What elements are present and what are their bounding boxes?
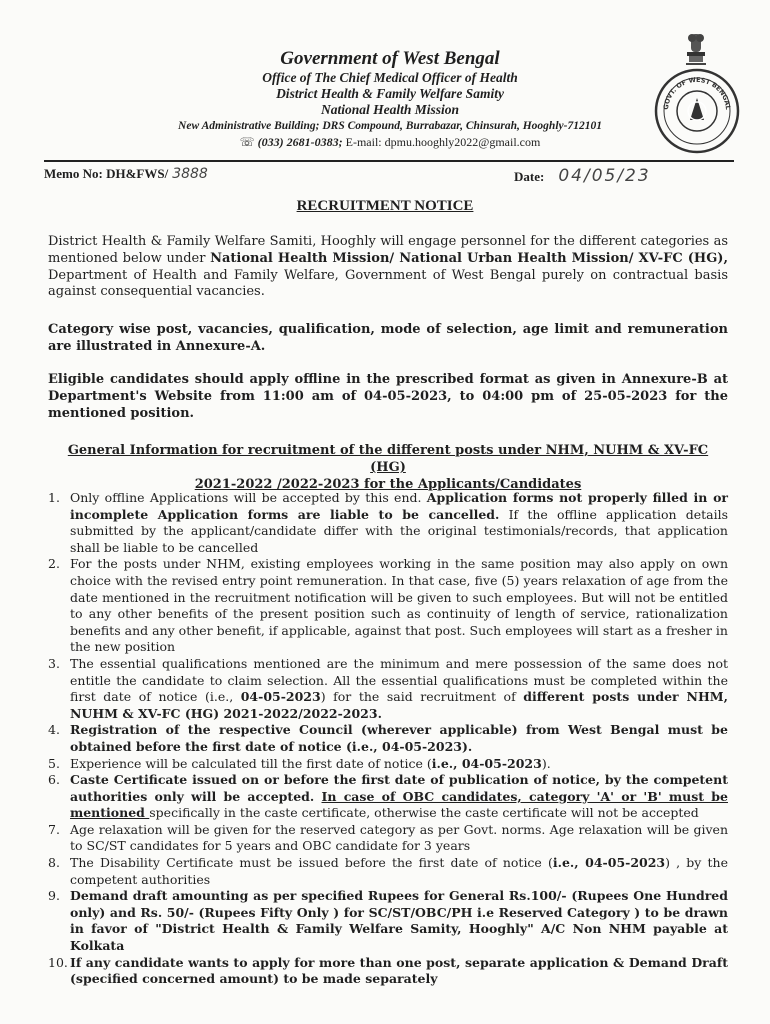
page-title: RECRUITMENT NOTICE [296, 198, 474, 214]
letterhead [0, 0, 770, 160]
date-handwritten: 04/05/23 [558, 166, 651, 186]
item-number: 1. [48, 490, 60, 505]
item-bold-text: 04-05-2023 [240, 689, 321, 705]
item-text: Experience will be calculated till the first date of notice ( [70, 755, 432, 771]
list-item [48, 556, 728, 656]
list-item [48, 888, 728, 954]
item-text: Age relaxation will be given for the reserved category as per Govt. norms. Age relaxation will be given to SC/ST candidates for 5 years and OBC candidate for 3 years [70, 821, 728, 854]
item-number: 3. [48, 655, 60, 671]
memo-date [514, 166, 651, 186]
list-item [48, 822, 728, 855]
application-window-paragraph: Eligible candidates should apply offline in the prescribed format as given in Annexure-B at Department's Website from 11:00 am of 04-05-2023, to 04:00 pm of 25-05-2023 for the mentioned position. [48, 372, 728, 421]
item-text: ). [541, 755, 551, 771]
item-number: 9. [48, 888, 60, 904]
intro-text: District Health & Family Welfare Samiti, Hooghly will engage personnel for the different categories as mentioned below under [48, 234, 728, 266]
item-underlined-text: In case of OBC candidates, category 'A' or 'B' must be mentioned [70, 788, 728, 821]
memo-number [44, 166, 208, 182]
government-name: Government of West Bengal [280, 48, 500, 69]
item-bold-text: Demand draft amounting as per specified Rupees for General Rs.100/- (Rupees One Hundred only) and Rs. 50/- (Rupees Fifty Only ) for SC/ST/OBC/PH i.e Reserved Category ) to be drawn in favor of "District Health & Family Welfare Samity, Hooghly" A/C Non NHM payable at Kolkata [70, 888, 728, 954]
seal-text: GOVT. OF WEST BENGAL [661, 75, 733, 111]
list-item [48, 490, 728, 556]
item-text: For the posts under NHM, existing employees working in the same position may also apply on own choice with the revised entry point remuneration. In that case, five (5) years relaxation of age from the date mentioned in the recruitment notification will be given to such employees. But will not be entitled to any other benefits of the present position such as continuity of length of service, rationalization benefits and any other benefit, if applicable, against that post. Such employees will start as a fresher in the new position [70, 556, 728, 655]
item-text: If the offline application details submitted by the applicant/candidate differ with the original testimonials/records, that application shall be liable to be cancelled [70, 506, 728, 555]
office-address: New Administrative Building; DRS Compound, Burrabazar, Chinsurah, Hooghly-712101 [178, 120, 602, 132]
general-info-list [48, 490, 728, 988]
letterhead-text [120, 48, 660, 150]
item-text: ) for the said recruitment of [320, 689, 524, 705]
item-text: The Disability Certificate must be issued before the first date of notice ( [70, 855, 553, 871]
item-bold-text: If any candidate wants to apply for more than one post, separate application & Demand Draft (specified concerned amount) to be made separately [70, 954, 728, 987]
general-info-line-1: General Information for recruitment of the different posts under NHM, NUHM & XV-FC (HG) [67, 443, 709, 475]
item-number: 8. [48, 855, 60, 871]
item-number: 5. [48, 755, 60, 771]
general-info-heading [48, 442, 728, 493]
samity-name: District Health & Family Welfare Samity [276, 86, 504, 101]
item-text: ) , by the competent authorities [70, 855, 728, 887]
item-number: 10. [48, 954, 68, 970]
list-item [48, 772, 728, 822]
list-item [48, 756, 728, 773]
list-item [48, 955, 728, 988]
annexure-a-paragraph: Category wise post, vacancies, qualification, mode of selection, age limit and remuneration are illustrated in Annexure-A. [48, 322, 728, 354]
west-bengal-seal-icon [654, 68, 740, 154]
mission-name: National Health Mission [320, 102, 460, 117]
phone-icon: ☏ [239, 135, 255, 149]
item-bold-text: i.e., 04-05-2023 [552, 855, 666, 871]
item-bold-text: Caste Certificate issued on or before the first date of publication of notice, by the competent authorities only will be accepted. [70, 772, 728, 804]
contact-line [120, 134, 660, 150]
phone-number: (033) 2681-0383; [257, 135, 343, 149]
item-text: Only offline Applications will be accepted by this end. [70, 490, 427, 505]
item-text: specifically in the caste certificate, otherwise the caste certificate will not be accepted [149, 805, 699, 821]
national-emblem-icon [682, 30, 710, 70]
item-bold-text: Registration of the respective Council (wherever applicable) from West Bengal must be obtained before the first date of notice (i.e., 04-05-2023). [70, 722, 728, 754]
list-item [48, 855, 728, 888]
office-name: Office of The Chief Medical Officer of Health [262, 70, 518, 85]
general-info-line-2: 2021-2022 /2022-2023 for the Applicants/Candidates [194, 477, 582, 492]
memo-handwritten-number: 3888 [172, 166, 208, 182]
item-bold-text: different posts under NHM, NUHM & XV-FC (HG) 2021-2022/2022-2023. [70, 689, 728, 721]
header-divider [44, 160, 734, 162]
list-item [48, 656, 728, 722]
intro-missions: National Health Mission/ National Urban Health Mission/ XV-FC (HG), [210, 250, 728, 266]
memo-label: Memo No: DH&FWS/ [44, 166, 169, 181]
intro-paragraph [48, 234, 728, 301]
item-number: 6. [48, 772, 60, 788]
date-label: Date: [514, 169, 545, 184]
email-address: E-mail: dpmu.hooghly2022@gmail.com [342, 135, 541, 149]
item-bold-text: i.e., 04-05-2023 [431, 755, 542, 771]
item-number: 7. [48, 821, 60, 837]
item-text: The essential qualifications mentioned are the minimum and mere possession of the same does not entitle the candidate to claim selection. All the essential qualifications must be completed within the first date of notice (i.e., [70, 655, 728, 705]
item-number: 4. [48, 722, 60, 738]
item-bold-text: Application forms not properly filled in or incomplete Application forms are liable to be cancelled. [70, 490, 728, 522]
intro-text-end: Department of Health and Family Welfare, Government of West Bengal purely on contractual basis against consequential vacancies. [48, 267, 728, 300]
list-item [48, 722, 728, 755]
memo-row [44, 164, 734, 188]
item-number: 2. [48, 556, 60, 572]
